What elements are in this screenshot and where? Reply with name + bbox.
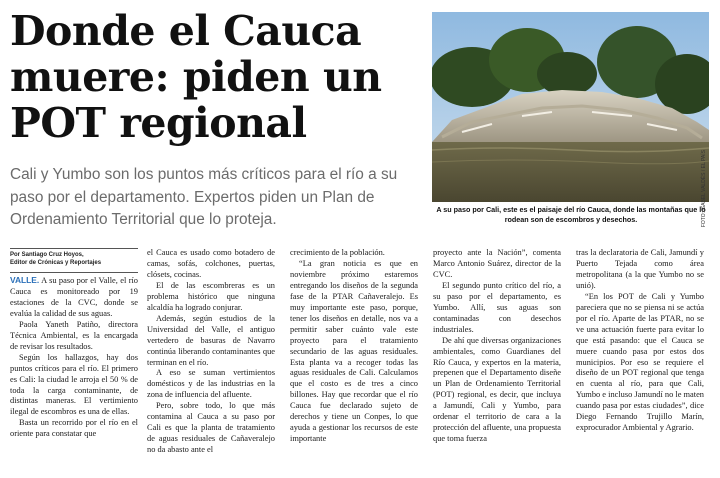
paragraph: El segundo punto crítico del río, a su paso por el departamento, es Yumbo. Allí, sus aguas son contaminadas con desechos industriales. [433,280,561,334]
byline-role: Editor de Crónicas y Reportajes [10,260,102,266]
dateline: VALLE. [10,275,40,285]
photo-caption: A su paso por Cali, este es el paisaje del río Cauca, donde las montañas que lo rodean son de escombros y desechos. [436,205,706,224]
paragraph: Según los hallazgos, hay dos puntos críticos para el río. El primero es Cali: la ciudad le arroja el 50 % de toda la carga contaminante, de distintas maneras. El vertimiento ilegal de escombros es una de ellas. [10,352,138,417]
lead-paragraph [10,275,138,320]
paragraph: Basta un recorrido por el río en el oriente para constatar que [10,418,138,439]
article-column-4 [433,248,561,445]
paragraph: “En los POT de Cali y Yumbo pareciera que no se piensa ni se actúa por el río. Aparte de las PTAR, no se ve una actuación fuerte para evitar lo que está pasando: que el Cauca se muere cuando pasa por estos dos municipios. Por eso se requiere el diseño de un POT regional que tenga en cuenta al río, para que Cali, Yumbo e incluso Jamundí no le maten cuando pasa por estas ciudades”, dice Diego Fernando Trujillo Marín, exprocurador Ambiental y Agrario. [576,291,704,433]
paragraph: proyecto ante la Nación”, comenta Marco Antonio Suárez, director de la CVC. [433,248,561,279]
byline-author: Por Santiago Cruz Hoyos, [10,252,84,258]
article-column-5 [576,248,704,434]
headline-line: POT regional [10,99,307,147]
paragraph: Pero, sobre todo, lo que más contamina al Cauca a su paso por Cali es que la planta de tratamiento de aguas residuales de Cañaveralejo no da abasto ante el [147,401,275,455]
paragraph: Paola Yaneth Patiño, directora Técnica Ambiental, es la encargada de revisar los resultados. [10,319,138,351]
paragraph: “La gran noticia es que en noviembre próximo estaremos entregando los diseños de la segunda fase de la PTAR Cañaveralejo. Es muy importante este paso, porque, tener los diseños en detalle, nos va a permitir saber cuánto vale este proyecto para el tratamiento secundario de las aguas residuales. Esta planta va a recoger todas las aguas residuales de Cali. Calculamos que el costo es de tres a cinco billones. Hay que recordar que el río Cauca fue declarado sujeto de derechos y tiene un Conpes, lo que ayuda a gestionar los recursos de este importante [290,258,418,444]
river-photo [432,12,709,202]
headline [10,8,415,146]
photo-credit: FOTO: ISABEL VALDÉS / EL PAÍS [701,150,707,228]
headline-line: Donde el Cauca [10,7,362,55]
paragraph: A eso se suman vertimientos domésticos y de las industrias en la zona de influencia del afluente. [147,368,275,400]
byline-divider [10,272,138,273]
paragraph: El de las escombreras es un problema histórico que ninguna alcaldía ha logrado conjurar. [147,280,275,312]
article-column-2 [147,248,275,456]
river-photo-image [432,12,709,202]
paragraph: el Cauca es usado como botadero de camas, sofás, colchones, puertas, clósets, cocinas. [147,248,275,279]
subheadline: Cali y Yumbo son los puntos más críticos para el río a su paso por el departamento. Expertos piden un Plan de Ordenamiento Territorial que lo proteja. [10,166,398,228]
paragraph: De ahí que diversas organizaciones ambientales, como Guardianes del Río Cauca, y expertos en la materia, prepenen que el Departamento diseñe un Plan de Ordenamiento Territorial (POT) regional, es decir, que incluya a Jamundí, Cali y Yumbo, para ordenar el territorio de cara a la protección del afluente, una propuesta que toma fuerza [433,335,561,444]
byline [10,248,138,267]
lead-text: A su paso por el Valle, el río Cauca es monitoreado por 19 estaciones de la CVC, donde se evalúa la calidad de sus aguas. [10,276,138,318]
paragraph: crecimiento de la población. [290,248,385,257]
paragraph: Además, según estudios de la Universidad del Valle, el antiguo vertedero de basuras de Navarro continúa liberando contaminantes que terminan en el río. [147,313,275,367]
headline-line: muere: piden un [10,53,382,101]
article-column-3 [290,248,418,445]
paragraph: tras la declaratoria de Cali, Jamundí y Puerto Tejada como área metropolitana (a la que Yumbo no se unió). [576,248,704,290]
article-column-1 [10,248,138,440]
